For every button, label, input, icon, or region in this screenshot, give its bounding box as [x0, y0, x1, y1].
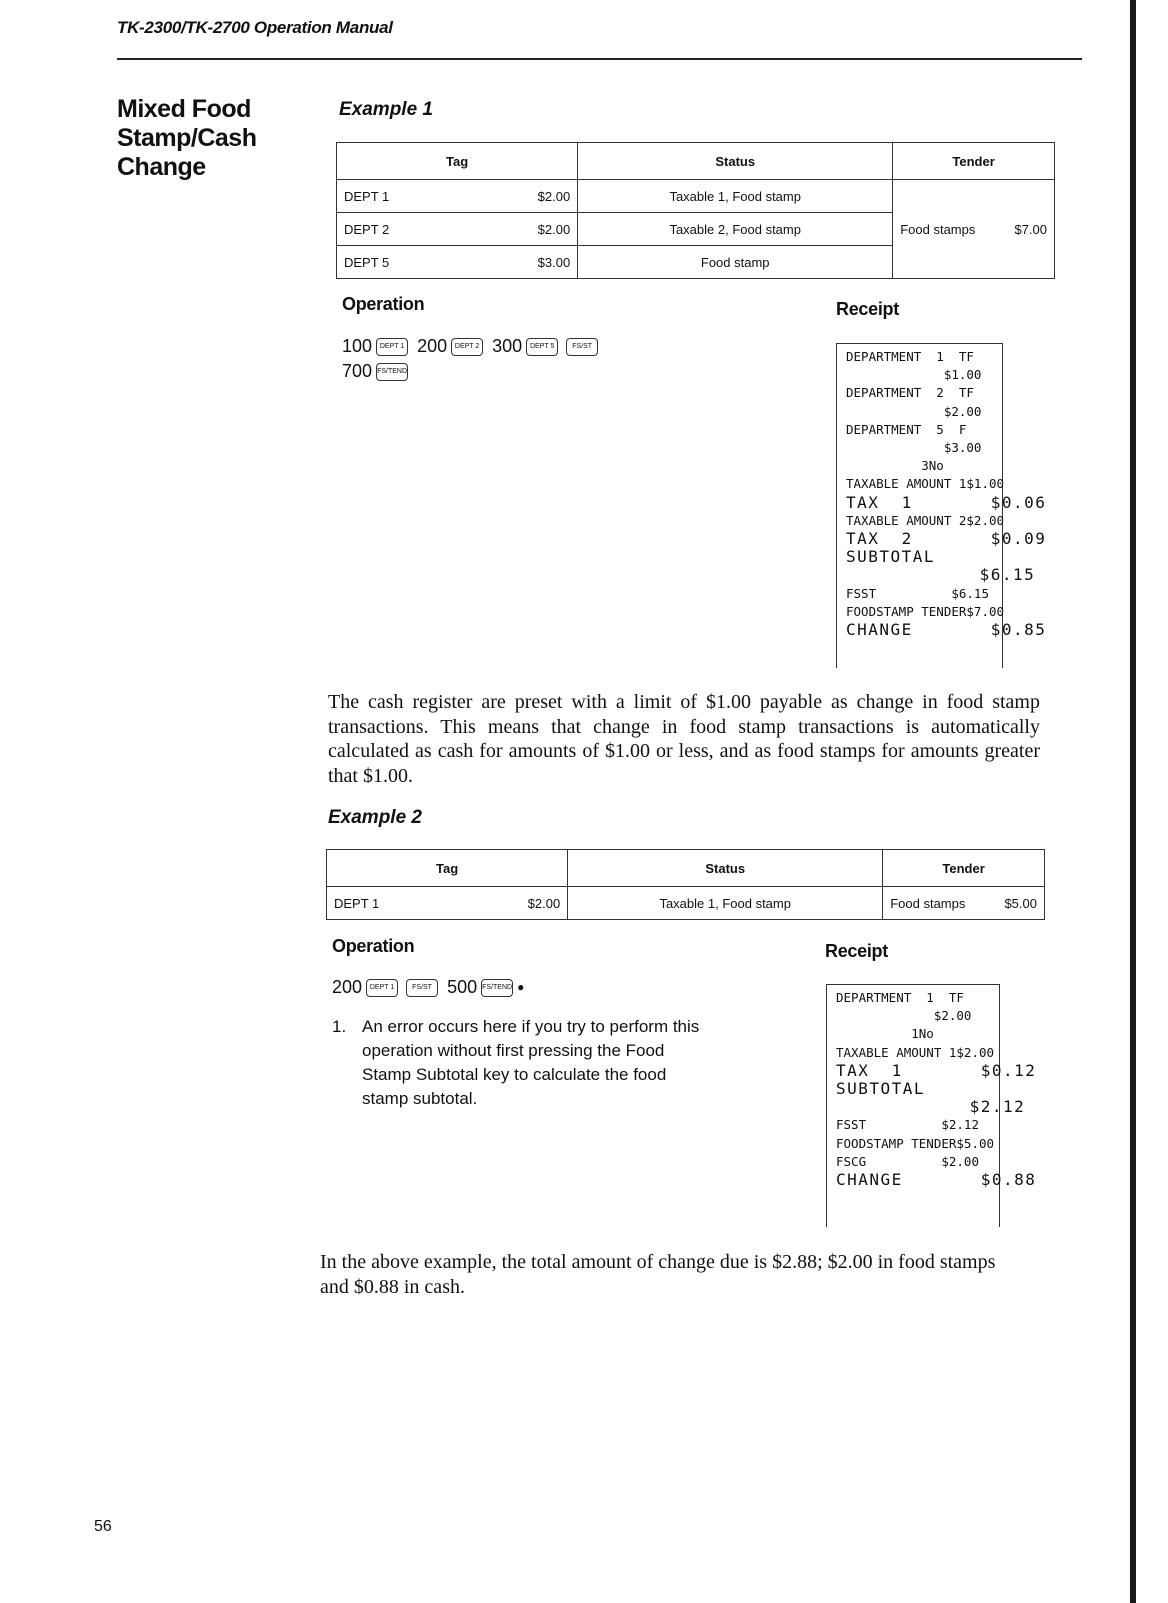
table-row	[327, 887, 1045, 920]
tender-amount: $7.00	[1014, 221, 1047, 237]
amount-cell: $2.00	[461, 887, 567, 920]
receipt-line: FOODSTAMP TENDER$5.00	[836, 1135, 995, 1151]
receipt-line: TAX 1 $0.06	[846, 492, 1047, 512]
receipt-line: TAXABLE AMOUNT 1$1.00	[846, 476, 1005, 492]
receipt-1	[836, 343, 1047, 668]
fs-subtotal-key: FS/ST	[566, 338, 598, 356]
receipt-1-label: Receipt	[836, 299, 899, 319]
note-number: 1.	[332, 1017, 347, 1036]
receipt-line: TAX 1 $0.12	[836, 1060, 1037, 1080]
receipt-line: TAXABLE AMOUNT 1$2.00	[836, 1044, 995, 1060]
entry-amount: 200	[417, 336, 448, 356]
receipt-line: DEPARTMENT 1 TF	[846, 349, 974, 364]
dept-5-key: DEPT 5	[526, 338, 558, 356]
operation-1-sequence	[342, 334, 602, 384]
entry-amount: 500	[447, 977, 478, 997]
page-number: 56	[94, 1518, 112, 1535]
receipt-line: FSST $2.12	[836, 1117, 979, 1133]
dept-1-key: DEPT 1	[376, 338, 408, 356]
col-tag-header: Tag	[337, 143, 578, 180]
tag-cell: DEPT 2	[337, 213, 472, 246]
example-2-table	[326, 849, 1045, 920]
section-title: Mixed Food Stamp/Cash Change	[117, 95, 257, 181]
entry-amount: 100	[342, 336, 373, 356]
receipt-2-label: Receipt	[825, 941, 888, 961]
amount-cell: $3.00	[471, 246, 577, 279]
receipt-line: $2.00	[846, 403, 982, 419]
scan-edge	[1130, 0, 1136, 1603]
header-rule	[117, 58, 1082, 60]
col-status-header: Status	[568, 850, 883, 887]
receipt-line: $3.00	[846, 440, 982, 456]
note-text: An error occurs here if you try to perform this operation without first pressing the Food Stamp Subtotal key to calculate the food stamp subtotal.	[362, 1017, 700, 1108]
receipt-line: SUBTOTAL	[836, 1079, 926, 1099]
status-cell: Taxable 1, Food stamp	[578, 180, 893, 213]
operation-1-label: Operation	[342, 294, 425, 314]
receipt-line: CHANGE $0.85	[846, 620, 1047, 640]
amount-cell: $2.00	[471, 180, 577, 213]
status-cell: Taxable 1, Food stamp	[568, 887, 883, 920]
tender-label: Food stamps	[900, 221, 976, 237]
receipt-line: FSST $6.15	[846, 585, 989, 601]
tag-cell: DEPT 1	[327, 887, 462, 920]
note-marker: ●	[517, 980, 525, 994]
tender-cell	[883, 887, 1045, 920]
receipt-line: TAX 2 $0.09	[846, 529, 1047, 549]
receipt-line: SUBTOTAL	[846, 547, 936, 567]
example-1-table	[336, 142, 1055, 279]
receipt-line: 3No	[846, 458, 944, 474]
tender-amount: $5.00	[1004, 895, 1037, 911]
receipt-line: $2.12	[836, 1097, 1026, 1117]
receipt-line: $6.15	[846, 565, 1036, 585]
receipt-line: TAXABLE AMOUNT 2$2.00	[846, 512, 1005, 528]
tender-label: Food stamps	[890, 895, 966, 911]
tag-cell: DEPT 1	[337, 180, 472, 213]
amount-cell: $2.00	[471, 213, 577, 246]
table-row	[337, 180, 1055, 213]
fs-tender-key: FS/TEND	[481, 979, 513, 997]
fs-tender-key: FS/TEND	[376, 363, 408, 381]
status-cell: Food stamp	[578, 246, 893, 279]
receipt-line: DEPARTMENT 2 TF	[846, 385, 974, 401]
entry-amount: 300	[492, 336, 523, 356]
fs-subtotal-key: FS/ST	[406, 979, 438, 997]
receipt-line: CHANGE $0.88	[836, 1170, 1037, 1190]
operation-2-label: Operation	[332, 936, 415, 956]
status-cell: Taxable 2, Food stamp	[578, 213, 893, 246]
col-tender-header: Tender	[883, 850, 1045, 887]
col-tag-header: Tag	[327, 850, 568, 887]
receipt-line: DEPARTMENT 1 TF	[836, 990, 964, 1005]
entry-amount: 200	[332, 977, 363, 997]
example-2-title: Example 2	[328, 807, 422, 828]
receipt-line: $2.00	[836, 1008, 972, 1024]
receipt-line: DEPARTMENT 5 F	[846, 421, 967, 437]
entry-amount: 700	[342, 361, 373, 381]
dept-1-key: DEPT 1	[366, 979, 398, 997]
dept-2-key: DEPT 2	[451, 338, 483, 356]
col-status-header: Status	[578, 143, 893, 180]
receipt-line: $1.00	[846, 367, 982, 383]
col-tender-header: Tender	[893, 143, 1055, 180]
paragraph-1: The cash register are preset with a limit of $1.00 payable as change in food stamp transactions. This means that change in food stamp transactions is automatically calculated as cash for amounts of $1.00 or less, and as food stamps for amounts greater that $1.00.	[328, 691, 1040, 787]
receipt-2	[826, 984, 1037, 1227]
paragraph-2: In the above example, the total amount of change due is $2.88; $2.00 in food stamps and $0.88 in cash.	[320, 1251, 996, 1298]
operation-2-sequence	[332, 975, 524, 1000]
running-header: TK-2300/TK-2700 Operation Manual	[117, 18, 393, 37]
receipt-line: FSCG $2.00	[836, 1153, 979, 1169]
tag-cell: DEPT 5	[337, 246, 472, 279]
receipt-line: 1No	[836, 1026, 934, 1042]
receipt-line: FOODSTAMP TENDER$7.00	[846, 603, 1005, 619]
tender-cell	[893, 180, 1055, 279]
example-1-title: Example 1	[339, 99, 433, 120]
